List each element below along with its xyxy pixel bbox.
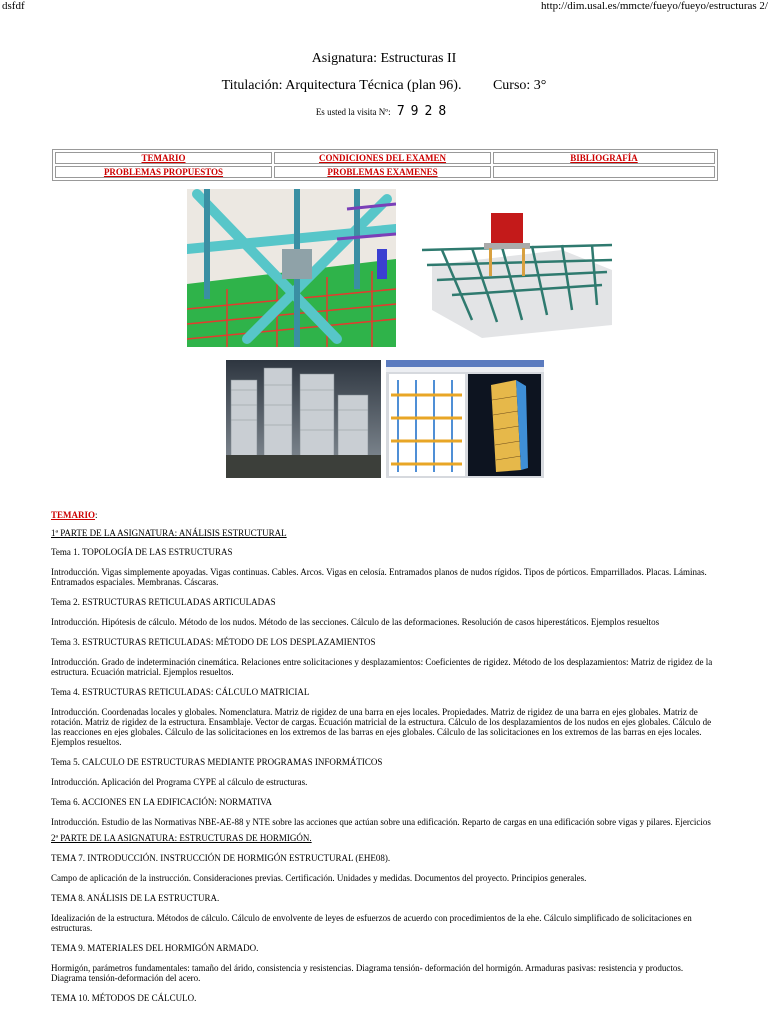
part-1-heading: 1ª PARTE DE LA ASIGNATURA: ANÁLISIS ESTRUCTURAL: [51, 528, 287, 538]
topic-9-title: TEMA 9. MATERIALES DEL HORMIGÓN ARMADO.: [51, 943, 259, 953]
topic-6-text: Introducción. Estudio de las Normativas NBE-AE-88 y NTE sobre las acciones que actúan sobre una edificación. Reparto de cargas en una edificación sobre vigas y pilares. Ejercicios: [51, 817, 711, 827]
topic-10-title: TEMA 10. MÉTODOS DE CÁLCULO.: [51, 993, 197, 1003]
link-temario[interactable]: TEMARIO: [141, 153, 186, 163]
topic-1-text: Introducción. Vigas simplemente apoyadas. Vigas continuas. Cables. Arcos. Vigas en celosía. Entramados planos de nudos rígidos. Tipos de pórticos. Emparrillados. Placas. Láminas. Entramados espaciales. Membranas. Cáscaras.: [51, 567, 707, 587]
foundation-rebar-image: [412, 210, 618, 338]
topic-2-text: Introducción. Hipótesis de cálculo. Método de los nudos. Método de las secciones. Cálculo de las deformaciones. Resolución de casos hiperestáticos. Ejemplos resueltos: [51, 617, 660, 627]
topic-4-title: Tema 4. ESTRUCTURAS RETICULADAS: CÁLCULO MATRICIAL: [51, 687, 310, 697]
nav-menu-table: [52, 149, 718, 181]
structural-software-image: [386, 360, 544, 478]
steel-structure-image: [187, 189, 396, 347]
browser-print-header-left: dsfdf: [2, 0, 25, 12]
topic-4-text: Introducción. Coordenadas locales y globales. Nomenclatura. Matriz de rigidez de una barra en ejes locales. Propiedades. Matriz de rigidez de una barra en ejes globales. Matriz de rotación. Matriz de rigidez de la estructura. Ensamblaje. Vector de cargas. Ecuación matricial de la estructura. Cálculo de los desplazamientos de los nudos en ejes globales. Cálculo de las reacciones en ejes globales. Cálculo de las solicitaciones en los extremos de las barras en ejes globales. Cálculo de las solicitaciones en los extremos de las barras en ejes locales. Ejemplos resueltos.: [51, 707, 712, 747]
topic-5-title: Tema 5. CALCULO DE ESTRUCTURAS MEDIANTE PROGRAMAS INFORMÁTICOS: [51, 757, 383, 767]
topic-8-title: TEMA 8. ANÁLISIS DE LA ESTRUCTURA.: [51, 893, 220, 903]
page-title: Asignatura: Estructuras II: [311, 51, 457, 66]
link-problemas-propuestos[interactable]: PROBLEMAS PROPUESTOS: [103, 167, 224, 177]
part-2-heading: 2ª PARTE DE LA ASIGNATURA: ESTRUCTURAS DE HORMIGÓN.: [51, 833, 312, 843]
topic-3-title: Tema 3. ESTRUCTURAS RETICULADAS: MÉTODO DE LOS DESPLAZAMIENTOS: [51, 637, 376, 647]
link-problemas-examenes[interactable]: PROBLEMAS EXAMENES: [327, 167, 438, 177]
topic-5-text: Introducción. Aplicación del Programa CYPE al cálculo de estructuras.: [51, 777, 308, 787]
topic-7-text: Campo de aplicación de la instrucción. Consideraciones previas. Certificación. Unidades y medidas. Documentos del proyecto. Principios generales.: [51, 873, 587, 883]
link-condiciones-examen[interactable]: CONDICIONES DEL EXAMEN: [318, 153, 447, 163]
topic-8-text: Idealización de la estructura. Métodos de cálculo. Cálculo de envolvente de leyes de esfuerzos de acuerdo con procedimientos de la ehe. Cálculo simplificado de solicitaciones en estructuras.: [51, 913, 692, 933]
topic-3-text: Introducción. Grado de indeterminación cinemática. Relaciones entre solicitaciones y desplazamientos: Coeficientes de rigidez. Método de los desplazamientos: Matriz de rigidez de la estructura. Ecuación matricial. Ejemplos resueltos.: [51, 657, 713, 677]
syllabus-content: [51, 510, 717, 1003]
temario-colon: :: [95, 510, 98, 520]
topic-1-title: Tema 1. TOPOLOGÍA DE LAS ESTRUCTURAS: [51, 547, 233, 557]
browser-print-header-url: http://dim.usal.es/mmcte/fueyo/fueyo/estructuras 2/: [541, 0, 768, 12]
visit-counter: [0, 104, 768, 119]
empty-cell: [493, 166, 715, 178]
towers-photo: [226, 360, 381, 478]
degree-line: [0, 78, 768, 94]
topic-2-title: Tema 2. ESTRUCTURAS RETICULADAS ARTICULADAS: [51, 597, 276, 607]
topic-9-text: Hormigón, parámetros fundamentales: tamaño del árido, consistencia y resistencias. Diagrama tensión- deformación del hormigón. Armaduras pasivas: resistencia y productos. Diagrama tensión-deformación del acero.: [51, 963, 684, 983]
link-bibliografia[interactable]: BIBLIOGRAFÍA: [570, 153, 638, 163]
visit-counter-label: Es usted la visita Nº:: [315, 107, 391, 117]
topic-6-title: Tema 6. ACCIONES EN LA EDIFICACIÓN: NORMATIVA: [51, 797, 272, 807]
visit-counter-value: 7928: [396, 104, 453, 119]
topic-7-title: TEMA 7. INTRODUCCIÓN. INSTRUCCIÓN DE HORMIGÓN ESTRUCTURAL (EHE08).: [51, 853, 391, 863]
degree-title: Titulación: Arquitectura Técnica (plan 96).: [221, 78, 462, 93]
temario-anchor[interactable]: TEMARIO: [51, 510, 96, 520]
course-title: Curso: 3°: [492, 78, 547, 93]
